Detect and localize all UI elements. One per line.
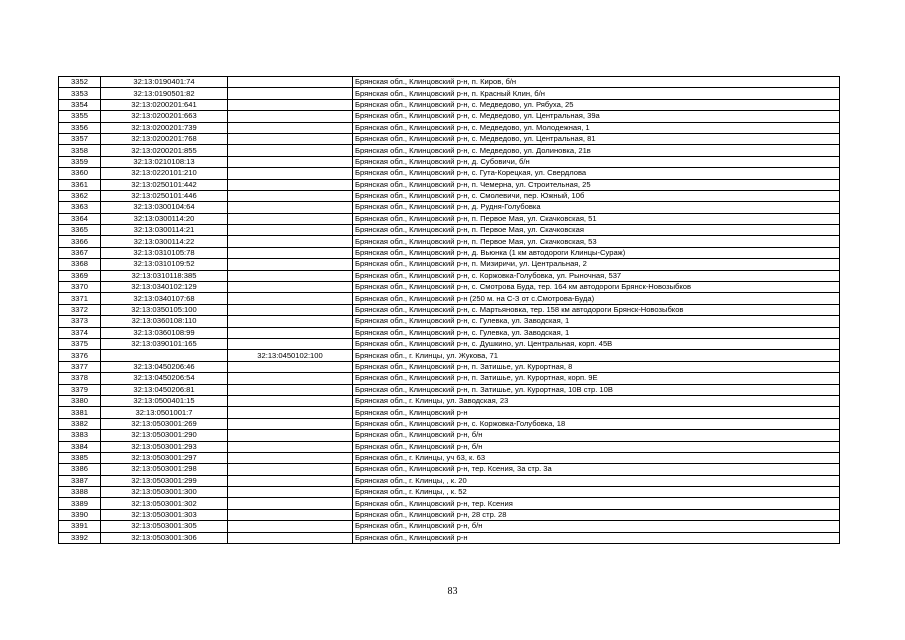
row-number-cell: 3378 (59, 373, 101, 384)
row-number-cell: 3389 (59, 498, 101, 509)
cadastral-number-cell: 32:13:0503001:298 (101, 464, 228, 475)
address-cell: Брянская обл., Клинцовский р-н, п. Затишье, ул. Курортная, 8 (353, 361, 840, 372)
row-number-cell: 3367 (59, 247, 101, 258)
row-number-cell: 3354 (59, 99, 101, 110)
address-cell: Брянская обл., Клинцовский р-н, п. Первое Мая, ул. Скачковская, 53 (353, 236, 840, 247)
row-number-cell: 3391 (59, 521, 101, 532)
secondary-cadastral-number-cell (228, 282, 353, 293)
address-cell: Брянская обл., Клинцовский р-н, тер. Ксения (353, 498, 840, 509)
address-cell: Брянская обл., Клинцовский р-н, с. Гулевка, ул. Заводская, 1 (353, 316, 840, 327)
table-row (59, 213, 840, 224)
table-row (59, 487, 840, 498)
table-row (59, 236, 840, 247)
address-cell: Брянская обл., Клинцовский р-н (250 м. на С-З от с.Смотрова-Буда) (353, 293, 840, 304)
row-number-cell: 3360 (59, 168, 101, 179)
secondary-cadastral-number-cell (228, 88, 353, 99)
secondary-cadastral-number-cell (228, 361, 353, 372)
address-cell: Брянская обл., Клинцовский р-н, п. Красный Клин, б/н (353, 88, 840, 99)
cadastral-number-cell: 32:13:0500401:15 (101, 395, 228, 406)
cadastral-number-cell: 32:13:0450206:81 (101, 384, 228, 395)
address-cell: Брянская обл., Клинцовский р-н, с. Медведово, ул. Молодежная, 1 (353, 122, 840, 133)
row-number-cell: 3392 (59, 532, 101, 543)
row-number-cell: 3369 (59, 270, 101, 281)
address-cell: Брянская обл., Клинцовский р-н (353, 407, 840, 418)
cadastral-number-cell: 32:13:0300114:21 (101, 225, 228, 236)
secondary-cadastral-number-cell (228, 430, 353, 441)
table-row (59, 475, 840, 486)
row-number-cell: 3371 (59, 293, 101, 304)
address-cell: Брянская обл., г. Клинцы, ул. Заводская, 23 (353, 395, 840, 406)
address-cell: Брянская обл., Клинцовский р-н, с. Медведово, ул. Центральная, 39а (353, 111, 840, 122)
row-number-cell: 3388 (59, 487, 101, 498)
cadastral-number-cell: 32:13:0503001:293 (101, 441, 228, 452)
table-row (59, 77, 840, 88)
cadastral-number-cell (101, 350, 228, 361)
cadastral-number-cell: 32:13:0200201:663 (101, 111, 228, 122)
address-cell: Брянская обл., Клинцовский р-н, п. Чемерна, ул. Строительная, 25 (353, 179, 840, 190)
row-number-cell: 3353 (59, 88, 101, 99)
table-row (59, 122, 840, 133)
table-row (59, 430, 840, 441)
table-row (59, 225, 840, 236)
secondary-cadastral-number-cell (228, 122, 353, 133)
secondary-cadastral-number-cell (228, 236, 353, 247)
secondary-cadastral-number-cell (228, 247, 353, 258)
page-number: 83 (447, 586, 458, 597)
secondary-cadastral-number-cell (228, 395, 353, 406)
address-cell: Брянская обл., Клинцовский р-н, тер. Ксения, 3а стр. 3а (353, 464, 840, 475)
table-row (59, 99, 840, 110)
row-number-cell: 3361 (59, 179, 101, 190)
row-number-cell: 3380 (59, 395, 101, 406)
address-cell: Брянская обл., Клинцовский р-н, с. Душкино, ул. Центральная, корп. 45В (353, 338, 840, 349)
address-cell: Брянская обл., г. Клинцы, ул. Жукова, 71 (353, 350, 840, 361)
table-row (59, 247, 840, 258)
address-cell: Брянская обл., Клинцовский р-н, с. Медведово, ул. Центральная, 81 (353, 133, 840, 144)
cadastral-number-cell: 32:13:0190501:82 (101, 88, 228, 99)
secondary-cadastral-number-cell (228, 407, 353, 418)
row-number-cell: 3364 (59, 213, 101, 224)
address-cell: Брянская обл., Клинцовский р-н, п. Первое Мая, ул. Скачковская (353, 225, 840, 236)
cadastral-number-cell: 32:13:0310118:385 (101, 270, 228, 281)
row-number-cell: 3373 (59, 316, 101, 327)
secondary-cadastral-number-cell (228, 418, 353, 429)
row-number-cell: 3370 (59, 282, 101, 293)
table-row (59, 498, 840, 509)
address-cell: Брянская обл., Клинцовский р-н, б/н (353, 441, 840, 452)
address-cell: Брянская обл., Клинцовский р-н (353, 532, 840, 543)
row-number-cell: 3366 (59, 236, 101, 247)
table-row (59, 509, 840, 520)
row-number-cell: 3357 (59, 133, 101, 144)
table-row (59, 111, 840, 122)
address-cell: Брянская обл., Клинцовский р-н, с. Гута-Корецкая, ул. Свердлова (353, 168, 840, 179)
secondary-cadastral-number-cell (228, 441, 353, 452)
address-cell: Брянская обл., Клинцовский р-н, п. Затишье, ул. Курортная, 10В стр. 10В (353, 384, 840, 395)
secondary-cadastral-number-cell (228, 293, 353, 304)
address-cell: Брянская обл., Клинцовский р-н, с. Коржовка-Голубовка, ул. Рыночная, 537 (353, 270, 840, 281)
cadastral-number-cell: 32:13:0350105:100 (101, 304, 228, 315)
table-row (59, 88, 840, 99)
address-cell: Брянская обл., Клинцовский р-н, б/н (353, 430, 840, 441)
cadastral-number-cell: 32:13:0250101:442 (101, 179, 228, 190)
table-row (59, 293, 840, 304)
secondary-cadastral-number-cell (228, 225, 353, 236)
secondary-cadastral-number-cell (228, 464, 353, 475)
cadastral-number-cell: 32:13:0200201:739 (101, 122, 228, 133)
row-number-cell: 3390 (59, 509, 101, 520)
cadastral-number-cell: 32:13:0503001:303 (101, 509, 228, 520)
table-row (59, 316, 840, 327)
secondary-cadastral-number-cell (228, 111, 353, 122)
row-number-cell: 3379 (59, 384, 101, 395)
secondary-cadastral-number-cell (228, 521, 353, 532)
cadastral-number-cell: 32:13:0200201:641 (101, 99, 228, 110)
cadastral-number-cell: 32:13:0250101:446 (101, 190, 228, 201)
table-row (59, 304, 840, 315)
cadastral-number-cell: 32:13:0300114:22 (101, 236, 228, 247)
cadastral-number-cell: 32:13:0200201:855 (101, 145, 228, 156)
address-cell: Брянская обл., г. Клинцы, уч 63, к. 63 (353, 452, 840, 463)
secondary-cadastral-number-cell (228, 179, 353, 190)
row-number-cell: 3384 (59, 441, 101, 452)
registry-table (58, 76, 840, 544)
secondary-cadastral-number-cell: 32:13:0450102:100 (228, 350, 353, 361)
row-number-cell: 3359 (59, 156, 101, 167)
secondary-cadastral-number-cell (228, 145, 353, 156)
row-number-cell: 3387 (59, 475, 101, 486)
table-row (59, 395, 840, 406)
secondary-cadastral-number-cell (228, 270, 353, 281)
secondary-cadastral-number-cell (228, 202, 353, 213)
table-row (59, 350, 840, 361)
cadastral-number-cell: 32:13:0503001:306 (101, 532, 228, 543)
table-row (59, 373, 840, 384)
secondary-cadastral-number-cell (228, 190, 353, 201)
table-row (59, 361, 840, 372)
row-number-cell: 3356 (59, 122, 101, 133)
table-row (59, 407, 840, 418)
cadastral-number-cell: 32:13:0340107:68 (101, 293, 228, 304)
cadastral-number-cell: 32:13:0300104:64 (101, 202, 228, 213)
table-row (59, 282, 840, 293)
secondary-cadastral-number-cell (228, 338, 353, 349)
row-number-cell: 3372 (59, 304, 101, 315)
address-cell: Брянская обл., Клинцовский р-н, с. Гулевка, ул. Заводская, 1 (353, 327, 840, 338)
cadastral-number-cell: 32:13:0220101:210 (101, 168, 228, 179)
address-cell: Брянская обл., Клинцовский р-н, д. Рудня-Голубовка (353, 202, 840, 213)
secondary-cadastral-number-cell (228, 532, 353, 543)
address-cell: Брянская обл., Клинцовский р-н, п. Первое Мая, ул. Скачковская, 51 (353, 213, 840, 224)
secondary-cadastral-number-cell (228, 168, 353, 179)
table-row (59, 384, 840, 395)
row-number-cell: 3376 (59, 350, 101, 361)
table-row (59, 441, 840, 452)
table-row (59, 338, 840, 349)
address-cell: Брянская обл., Клинцовский р-н, с. Смолевичи, пер. Южный, 10б (353, 190, 840, 201)
table-row (59, 418, 840, 429)
table-row (59, 202, 840, 213)
secondary-cadastral-number-cell (228, 133, 353, 144)
cadastral-number-cell: 32:13:0503001:297 (101, 452, 228, 463)
table-row (59, 532, 840, 543)
address-cell: Брянская обл., Клинцовский р-н, с. Медведово, ул. Рябуха, 25 (353, 99, 840, 110)
row-number-cell: 3375 (59, 338, 101, 349)
secondary-cadastral-number-cell (228, 259, 353, 270)
row-number-cell: 3385 (59, 452, 101, 463)
address-cell: Брянская обл., Клинцовский р-н, п. Киров, б/н (353, 77, 840, 88)
address-cell: Брянская обл., Клинцовский р-н, с. Коржовка-Голубовка, 18 (353, 418, 840, 429)
secondary-cadastral-number-cell (228, 373, 353, 384)
secondary-cadastral-number-cell (228, 509, 353, 520)
table-row (59, 270, 840, 281)
address-cell: Брянская обл., Клинцовский р-н, п. Затишье, ул. Курортная, корп. 9Е (353, 373, 840, 384)
row-number-cell: 3382 (59, 418, 101, 429)
table-row (59, 168, 840, 179)
cadastral-number-cell: 32:13:0501001:7 (101, 407, 228, 418)
cadastral-number-cell: 32:13:0503001:299 (101, 475, 228, 486)
row-number-cell: 3358 (59, 145, 101, 156)
table-row (59, 327, 840, 338)
cadastral-number-cell: 32:13:0340102:129 (101, 282, 228, 293)
row-number-cell: 3383 (59, 430, 101, 441)
secondary-cadastral-number-cell (228, 327, 353, 338)
row-number-cell: 3381 (59, 407, 101, 418)
secondary-cadastral-number-cell (228, 316, 353, 327)
secondary-cadastral-number-cell (228, 99, 353, 110)
table-row (59, 133, 840, 144)
address-cell: Брянская обл., Клинцовский р-н, б/н (353, 521, 840, 532)
table-row (59, 145, 840, 156)
table-row (59, 521, 840, 532)
cadastral-number-cell: 32:13:0360108:110 (101, 316, 228, 327)
row-number-cell: 3368 (59, 259, 101, 270)
row-number-cell: 3355 (59, 111, 101, 122)
cadastral-number-cell: 32:13:0190401:74 (101, 77, 228, 88)
cadastral-number-cell: 32:13:0503001:305 (101, 521, 228, 532)
table-row (59, 464, 840, 475)
secondary-cadastral-number-cell (228, 452, 353, 463)
table-body (59, 77, 840, 544)
address-cell: Брянская обл., Клинцовский р-н, д. Вьюнка (1 км автодороги Клинцы-Сураж) (353, 247, 840, 258)
row-number-cell: 3386 (59, 464, 101, 475)
cadastral-number-cell: 32:13:0450206:54 (101, 373, 228, 384)
table-row (59, 259, 840, 270)
cadastral-number-cell: 32:13:0503001:302 (101, 498, 228, 509)
address-cell: Брянская обл., Клинцовский р-н, с. Мартьяновка, тер. 158 км автодороги Брянск-Новозыбков (353, 304, 840, 315)
cadastral-number-cell: 32:13:0360108:99 (101, 327, 228, 338)
secondary-cadastral-number-cell (228, 475, 353, 486)
table-row (59, 452, 840, 463)
address-cell: Брянская обл., Клинцовский р-н, с. Смотрова Буда, тер. 164 км автодороги Брянск-Новозыбков (353, 282, 840, 293)
cadastral-number-cell: 32:13:0503001:300 (101, 487, 228, 498)
table-row (59, 156, 840, 167)
address-cell: Брянская обл., г. Клинцы, , к. 20 (353, 475, 840, 486)
cadastral-number-cell: 32:13:0310109:52 (101, 259, 228, 270)
row-number-cell: 3377 (59, 361, 101, 372)
row-number-cell: 3374 (59, 327, 101, 338)
cadastral-number-cell: 32:13:0200201:768 (101, 133, 228, 144)
secondary-cadastral-number-cell (228, 384, 353, 395)
address-cell: Брянская обл., г. Клинцы, , к. 52 (353, 487, 840, 498)
cadastral-number-cell: 32:13:0210108:13 (101, 156, 228, 167)
row-number-cell: 3363 (59, 202, 101, 213)
cadastral-number-cell: 32:13:0503001:290 (101, 430, 228, 441)
address-cell: Брянская обл., Клинцовский р-н, 28 стр. 28 (353, 509, 840, 520)
secondary-cadastral-number-cell (228, 487, 353, 498)
secondary-cadastral-number-cell (228, 156, 353, 167)
cadastral-number-cell: 32:13:0300114:20 (101, 213, 228, 224)
row-number-cell: 3352 (59, 77, 101, 88)
row-number-cell: 3362 (59, 190, 101, 201)
address-cell: Брянская обл., Клинцовский р-н, с. Медведово, ул. Долиновка, 21в (353, 145, 840, 156)
secondary-cadastral-number-cell (228, 77, 353, 88)
address-cell: Брянская обл., Клинцовский р-н, д. Субовичи, б/н (353, 156, 840, 167)
table-row (59, 179, 840, 190)
cadastral-number-cell: 32:13:0450206:46 (101, 361, 228, 372)
secondary-cadastral-number-cell (228, 498, 353, 509)
row-number-cell: 3365 (59, 225, 101, 236)
table-row (59, 190, 840, 201)
cadastral-number-cell: 32:13:0503001:269 (101, 418, 228, 429)
secondary-cadastral-number-cell (228, 213, 353, 224)
secondary-cadastral-number-cell (228, 304, 353, 315)
cadastral-number-cell: 32:13:0390101:165 (101, 338, 228, 349)
cadastral-number-cell: 32:13:0310105:78 (101, 247, 228, 258)
address-cell: Брянская обл., Клинцовский р-н, п. Мизиричи, ул. Центральная, 2 (353, 259, 840, 270)
